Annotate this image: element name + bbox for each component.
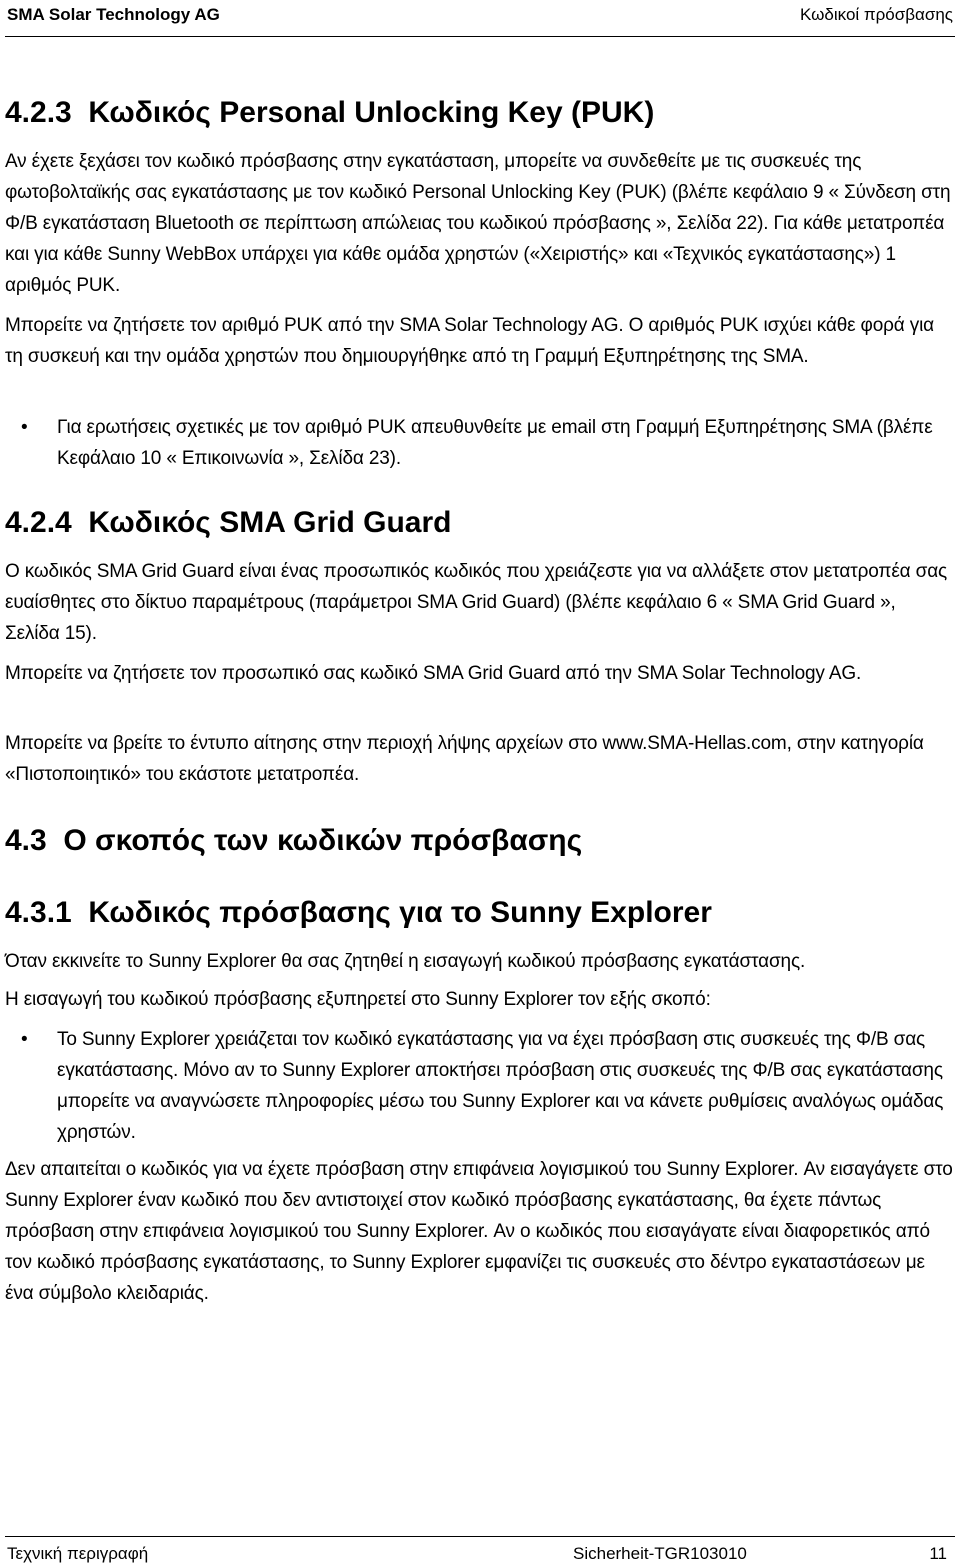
header-company: SMA Solar Technology AG [7,5,220,24]
paragraph: Μπορείτε να βρείτε το έντυπο αίτησης στην περιοχή λήψης αρχείων στο www.SMA-Hellas.com, στην κατηγορία «Πιστοποιητικό» του εκάστοτε μετατροπέα. [5,733,924,785]
explorer-body-2 [5,984,955,1015]
puk-bullet [5,412,955,474]
bullet-item [5,412,955,474]
grid-guard-body-3 [5,728,955,790]
paragraph: Αν έχετε ξεχάσει τον κωδικό πρόσβασης στην εγκατάσταση, μπορείτε να συνδεθείτε με τις συσκευές της φωτοβολταϊκής σας εγκατάστασης με τον κωδικό Personal Unlocking Key (PUK) (βλέπε κεφάλαιο 9 « Σύνδεση στη Φ/Β εγκατάσταση Bluetooth σε περίπτωση απώλειας του κωδικού πρόσβασης », Σελίδα 22). Για κάθε μετατροπέα και για κάθε Sunny WebBox υπάρχει για κάθε ομάδα χρηστών («Χειριστής» και «Τεχνικός εγκατάστασης») 1 αριθμός PUK. [5,151,951,296]
footer-doc-type: Τεχνική περιγραφή [7,1544,149,1563]
section-number: 4.3 [5,824,47,857]
section-grid-guard [5,506,955,540]
grid-guard-body [5,556,955,649]
section-title: Ο σκοπός των κωδικών πρόσβασης [63,824,583,857]
section-heading [5,96,955,130]
section-purpose [5,824,955,858]
explorer-bullet [5,1024,955,1148]
footer-doc-id: Sicherheit-TGR103010 [573,1544,747,1563]
bullet-item [5,1024,955,1148]
paragraph: Όταν εκκινείτε το Sunny Explorer θα σας ζητηθεί η εισαγωγή κωδικού πρόσβασης εγκατάστασης. [5,951,806,972]
section-sunny-explorer [5,896,955,930]
section-number: 4.2.4 [5,506,72,539]
section-number: 4.3.1 [5,896,72,929]
section-title: Κωδικός Personal Unlocking Key (PUK) [88,96,655,129]
section-title: Κωδικός πρόσβασης για το Sunny Explorer [88,896,712,929]
page-number: 11 [929,1544,947,1563]
bullet-icon: • [21,417,28,438]
page-footer [5,1536,955,1563]
paragraph: Ο κωδικός SMA Grid Guard είναι ένας προσωπικός κωδικός που χρειάζεστε για να αλλάξετε στον μετατροπέα σας ευαίσθητες στο δίκτυο παραμέτρους (παράμετροι SMA Grid Guard) (βλέπε κεφάλαιο 6 « SMA Grid Guard », Σελίδα 15). [5,561,948,644]
section-heading [5,824,955,858]
section-heading [5,506,955,540]
section-heading [5,896,955,930]
paragraph: Δεν απαιτείται ο κωδικός για να έχετε πρόσβαση στην επιφάνεια λογισμικού του Sunny Explorer. Αν εισαγάγετε στο Sunny Explorer έναν κωδικό που δεν αντιστοιχεί στον κωδικό πρόσβασης εγκατάστασης, θα έχετε πάντως πρόσβαση στην επιφάνεια λογισμικού του Sunny Explorer. Αν ο κωδικός που εισαγάγατε είναι διαφορετικός από τον κωδικό πρόσβασης εγκατάστασης, το Sunny Explorer εμφανίζει τις συσκευές στο δέντρο εγκαταστάσεων με ένα σύμβολο κλειδαριάς. [5,1159,953,1304]
page-header [5,0,955,37]
section-puk [5,96,955,130]
bullet-icon: • [21,1029,28,1050]
grid-guard-body-2 [5,658,955,689]
puk-body [5,146,955,301]
paragraph: Μπορείτε να ζητήσετε τον αριθμό PUK από την SMA Solar Technology AG. Ο αριθμός PUK ισχύει κάθε φορά για τη συσκευή και την ομάδα χρηστών που δημιουργήθηκε από τη Γραμμή Εξυπηρέτησης της SMA. [5,315,935,367]
paragraph: Η εισαγωγή του κωδικού πρόσβασης εξυπηρετεί στο Sunny Explorer τον εξής σκοπό: [5,989,711,1010]
section-title: Κωδικός SMA Grid Guard [88,506,452,539]
bullet-text: Το Sunny Explorer χρειάζεται τον κωδικό εγκατάστασης για να έχει πρόσβαση στις συσκευές της Φ/Β σας εγκατάστασης. Μόνο αν το Sunny Explorer αποκτήσει πρόσβαση στις συσκευές της Φ/Β σας εγκατάστασης μπορείτε να αναγνώσετε πληροφορίες μέσω του Sunny Explorer και να κάνετε ρυθμίσεις αναλόγως ομάδας χρηστών. [57,1029,944,1143]
section-number: 4.2.3 [5,96,72,129]
explorer-body [5,946,955,977]
explorer-body-3 [5,1154,955,1309]
bullet-text: Για ερωτήσεις σχετικές με τον αριθμό PUK απευθυνθείτε με email στη Γραμμή Εξυπηρέτησης SMA (βλέπε Κεφάλαιο 10 « Επικοινωνία », Σελίδα 23). [57,417,933,469]
header-chapter: Κωδικοί πρόσβασης [800,5,953,24]
paragraph: Μπορείτε να ζητήσετε τον προσωπικό σας κωδικό SMA Grid Guard από την SMA Solar Technology AG. [5,663,862,684]
puk-body-2 [5,310,955,372]
